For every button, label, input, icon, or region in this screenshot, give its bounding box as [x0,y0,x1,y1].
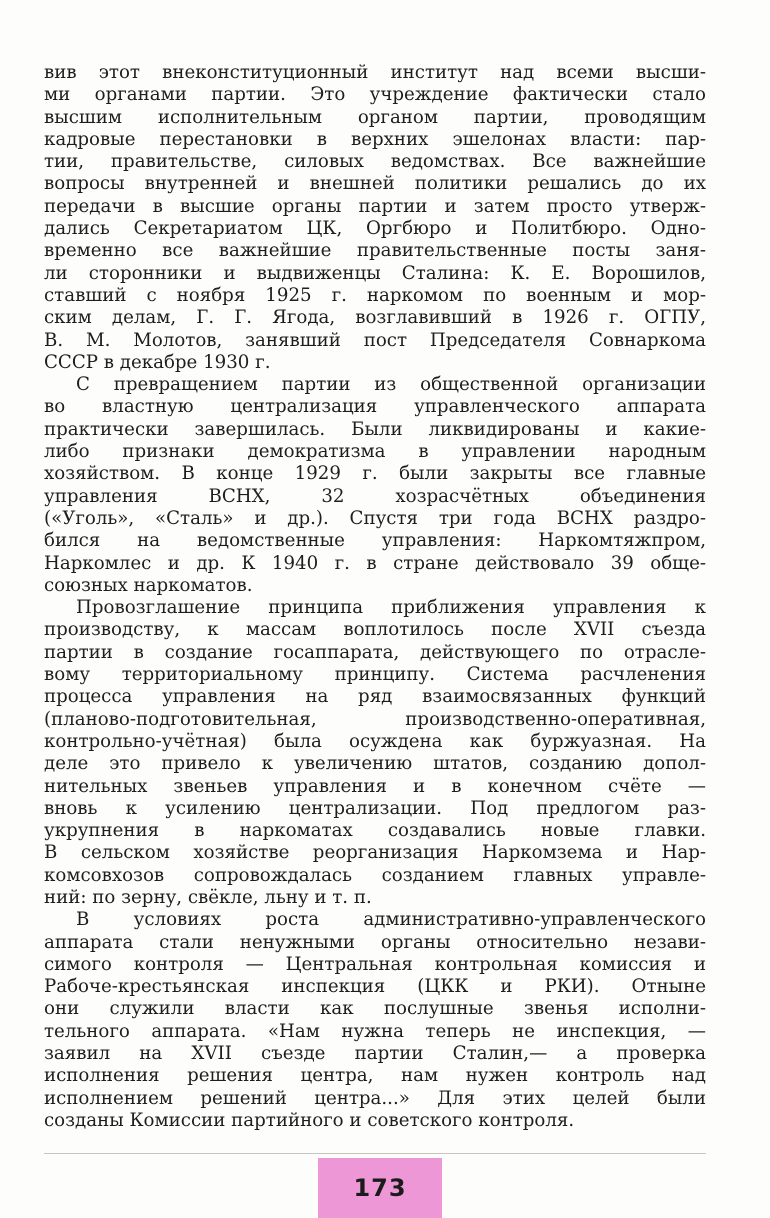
text-line: временно все важнейшие правительственные посты заня- [44,240,706,262]
text-line: деле это привело к увеличению штатов, созданию допол- [44,753,706,775]
text-line: Наркомлес и др. К 1940 г. в стране действовало 39 обще- [44,552,706,574]
page-text [44,62,706,1132]
text-line: комсовхозов сопровождалась созданием главных управле- [44,864,706,886]
text-line: С превращением партии из общественной организации [76,374,706,396]
page-number: 173 [353,1174,407,1202]
paragraph [44,62,706,374]
text-line: ми органами партии. Это учреждение фактически стало [44,84,706,106]
text-line: контрольно-учётная) была осуждена как буржуазная. На [44,730,706,752]
text-line: укрупнения в наркоматах создавались новые главки. [44,820,706,842]
text-line: тии, правительстве, силовых ведомствах. Все важнейшие [44,151,706,173]
text-line: В сельском хозяйстве реорганизация Наркомзема и Нар- [44,842,706,864]
text-line: созданы Комиссии партийного и советского контроля. [44,1109,575,1131]
text-line: управления ВСНХ, 32 хозрасчётных объединения [44,485,706,507]
text-line: дались Секретариатом ЦК, Оргбюро и Политбюро. Одно- [44,218,706,240]
text-line: нительных звеньев управления и в конечном счёте — [44,775,706,797]
text-line: ний: по зерну, свёкле, льну и т. п. [44,886,372,908]
text-line: («Уголь», «Сталь» и др.). Спустя три года ВСНХ раздро- [44,507,706,529]
text-line: симого контроля — Центральная контрольная комиссия и [44,953,706,975]
text-line: процесса управления на ряд взаимосвязанных функций [44,686,706,708]
text-line: бился на ведомственные управления: Наркомтяжпром, [44,530,706,552]
text-line: вопросы внутренней и внешней политики решались до их [44,173,706,195]
text-line: ским делам, Г. Г. Ягода, возглавивший в 1926 г. ОГПУ, [44,307,706,329]
text-line: партии в создание госаппарата, действующего по отрасле- [44,641,706,663]
paragraph [44,909,706,1132]
text-line: СССР в декабре 1930 г. [44,351,271,373]
text-line: В условиях роста административно-управленческого [76,909,706,931]
footer-divider [44,1153,706,1154]
text-line: либо признаки демократизма в управлении народным [44,441,706,463]
text-line: исполнения решения центра, нам нужен контроль над [44,1065,706,1087]
text-line: во властную централизация управленческого аппарата [44,396,706,418]
text-line: тельного аппарата. «Нам нужна теперь не инспекция, — [44,1020,706,1042]
text-line: Рабоче-крестьянская инспекция (ЦКК и РКИ). Отныне [44,976,706,998]
text-line: производству, к массам воплотилось после XVII съезда [44,619,706,641]
text-line: аппарата стали ненужными органы относительно незави- [44,931,706,953]
text-line: хозяйством. В конце 1929 г. были закрыты все главные [44,463,706,485]
text-line: вновь к усилению централизации. Под предлогом раз- [44,797,706,819]
text-line: союзных наркоматов. [44,574,253,596]
page-number-tab [318,1158,442,1218]
paragraph [44,374,706,597]
text-line: вому территориальному принципу. Система расчленения [44,664,706,686]
text-line: исполнением решений центра...» Для этих целей были [44,1087,706,1109]
text-line: ставший с ноября 1925 г. наркомом по военным и мор- [44,284,706,306]
text-line: Провозглашение принципа приближения управления к [76,597,706,619]
text-line: они служили власти как послушные звенья исполни- [44,998,706,1020]
text-line: вив этот внеконституционный институт над всеми высши- [44,62,706,83]
text-line: кадровые перестановки в верхних эшелонах власти: пар- [44,128,706,150]
text-line: (планово-подготовительная, производственно-оперативная, [44,708,706,730]
text-line: заявил на XVII съезде партии Сталин,— а проверка [44,1043,706,1065]
text-line: практически завершилась. Были ликвидированы и какие- [44,418,706,440]
text-line: В. М. Молотов, занявший пост Председателя Совнаркома [44,329,706,351]
text-line: ли сторонники и выдвиженцы Сталина: К. Е. Ворошилов, [44,262,706,284]
text-line: высшим исполнительным органом партии, проводящим [44,106,706,128]
paragraph [44,597,706,909]
text-line: передачи в высшие органы партии и затем просто утверж- [44,195,706,217]
